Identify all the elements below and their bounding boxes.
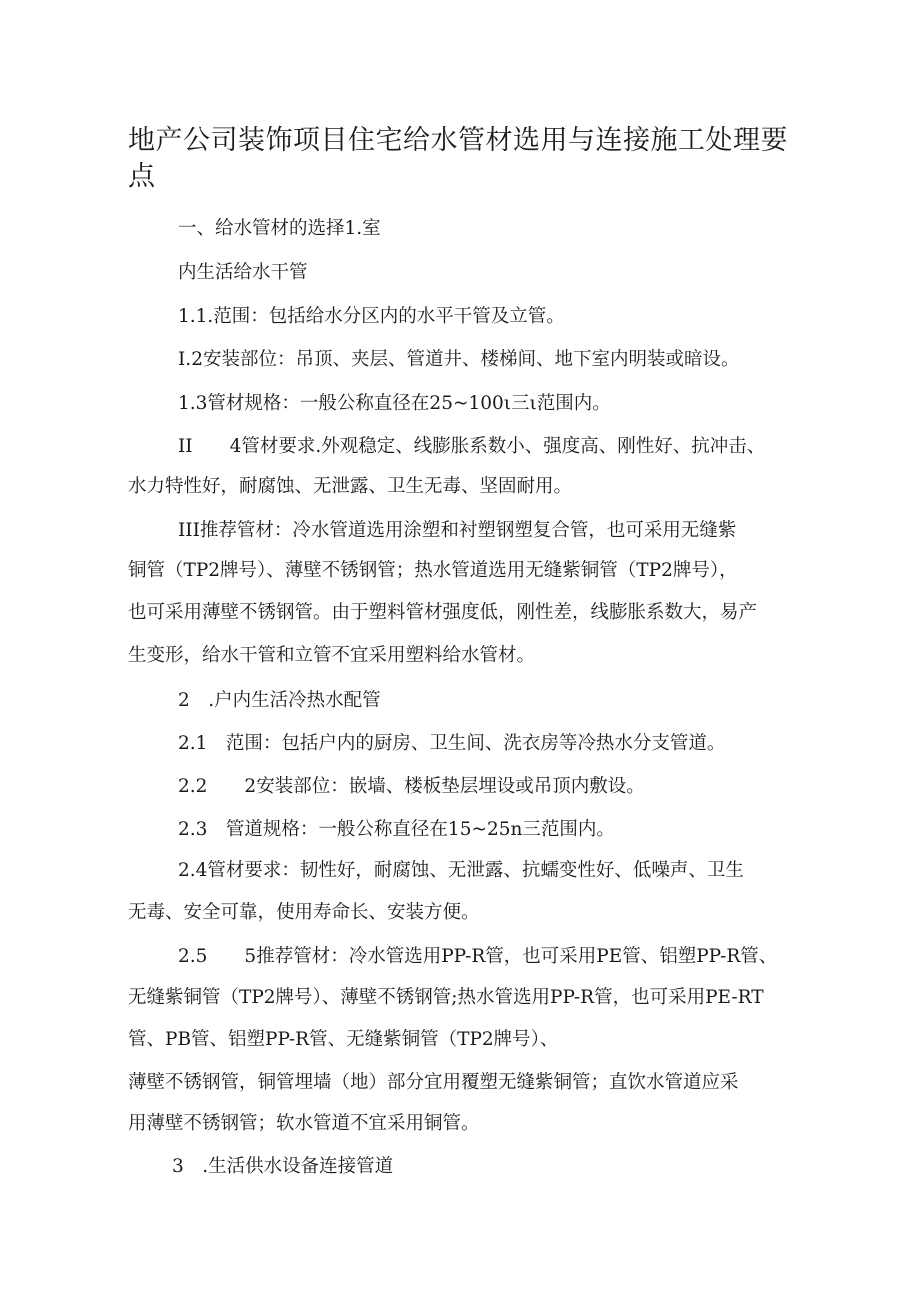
text-line: 薄壁不锈钢管，铜管埋墙（地）部分宜用覆塑无缝紫铜管；直饮水管道应采 xyxy=(128,1072,739,1093)
text-line: 内生活给水干管 xyxy=(178,262,308,283)
text-line: 管、PB管、铝塑PP-R管、无缝紫铜管（TP2牌号）、 xyxy=(128,1029,559,1050)
text-line: 2.4管材要求：韧性好，耐腐蚀、无泄露、抗蠕变性好、低噪声、卫生 xyxy=(178,860,744,881)
document-title: 地产公司装饰项目住宅给水管材选用与连接施工处理要点 xyxy=(128,125,788,192)
text-line: II 4管材要求.外观稳定、线膨胀系数小、强度高、刚性好、抗冲击、 xyxy=(178,436,766,457)
text-line: 无缝紫铜管（TP2牌号）、薄壁不锈钢管;热水管选用PP-R管，也可采用PE-RT xyxy=(128,987,764,1008)
text-line: 2.2 2安装部位：嵌墙、楼板垫层埋设或吊顶内敷设。 xyxy=(178,776,645,797)
text-line: 2.5 5推荐管材：冷水管选用PP-R管，也可采用PE管、铝塑PP-R管、 xyxy=(178,946,778,967)
text-line: 2.3 管道规格：一般公称直径在15~25n三范围内。 xyxy=(178,819,615,840)
text-line: III推荐管材：冷水管道选用涂塑和衬塑钢塑复合管，也可采用无缝紫 xyxy=(178,520,737,541)
text-line: 1.1.范围：包括给水分区内的水平干管及立管。 xyxy=(178,306,565,327)
text-line: 用薄壁不锈钢管；软水管道不宜采用铜管。 xyxy=(128,1113,480,1134)
text-line: 铜管（TP2牌号）、薄壁不锈钢管；热水管道选用无缝紫铜管（TP2牌号）， xyxy=(128,560,738,581)
text-line: 生变形，给水干管和立管不宜采用塑料给水管材。 xyxy=(128,645,536,666)
text-line: 3 .生活供水设备连接管道 xyxy=(172,1156,394,1177)
text-line: 也可采用薄壁不锈钢管。由于塑料管材强度低，刚性差，线膨胀系数大，易产 xyxy=(128,602,758,623)
text-line: 无毒、安全可靠，使用寿命长、安装方便。 xyxy=(128,902,480,923)
text-line: 1.3管材规格：一般公称直径在25~100ι三ι范围内。 xyxy=(178,393,611,414)
text-line: 一、给水管材的选择1.室 xyxy=(178,218,381,239)
text-line: 2 .户内生活冷热水配管 xyxy=(178,690,381,711)
text-line: I.2安装部位：吊顶、夹层、管道井、楼梯间、地下室内明装或暗设。 xyxy=(178,349,740,370)
text-line: 水力特性好，耐腐蚀、无泄露、卫生无毒、坚固耐用。 xyxy=(128,476,573,497)
text-line: 2.1 范围：包括户内的厨房、卫生间、洗衣房等冷热水分支管道。 xyxy=(178,733,726,754)
